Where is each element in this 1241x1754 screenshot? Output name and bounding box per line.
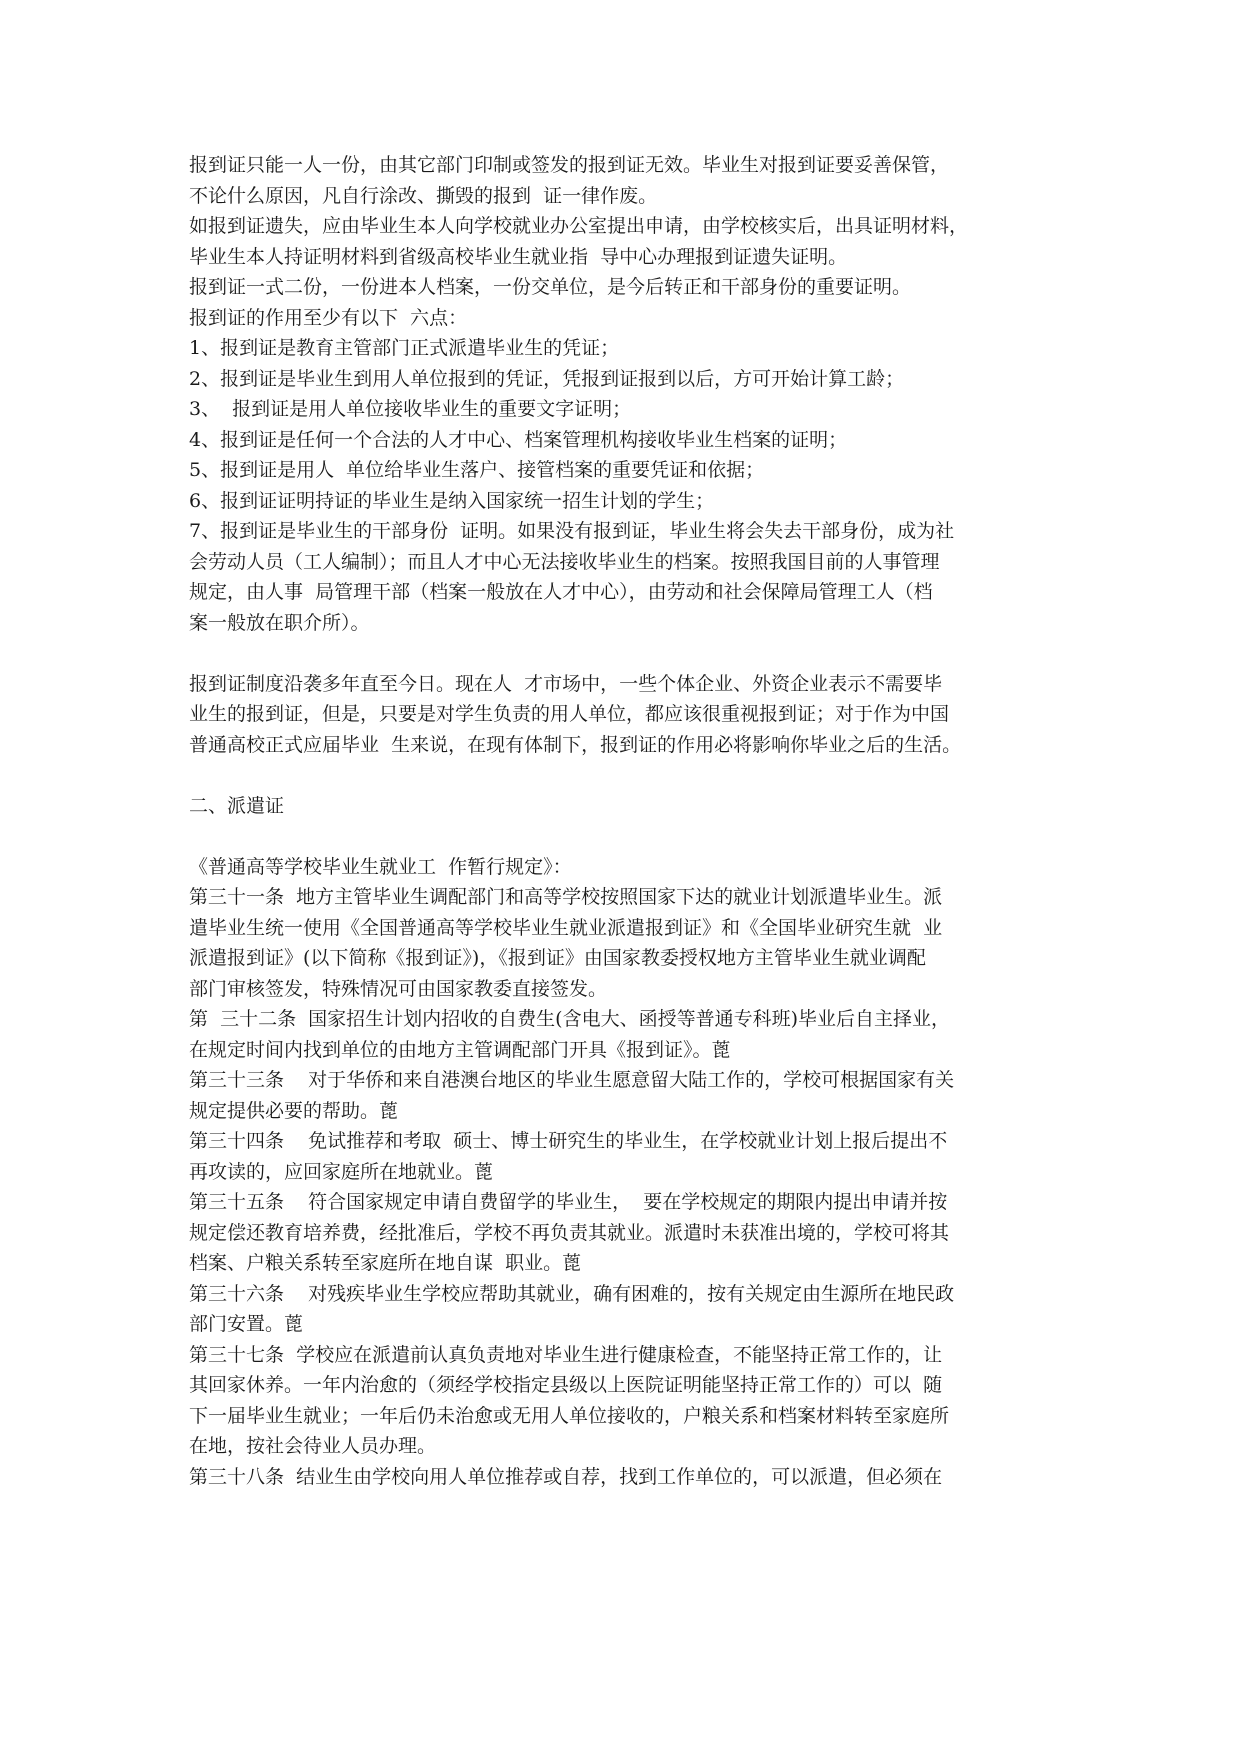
- text-line: 规定偿还教育培养费，经批准后，学校不再负责其就业。派遣时未获准出境的，学校可将其: [189, 1221, 950, 1244]
- paragraph-gap: [189, 638, 1069, 669]
- text-line: 在地，按社会待业人员办理。: [189, 1435, 437, 1457]
- text-line: 5、报到证是用人 单位给毕业生落户、接管档案的重要凭证和依据；: [189, 459, 765, 481]
- document-body: [189, 150, 1069, 1492]
- text-line: 规定提供必要的帮助。蓖: [189, 1099, 399, 1122]
- text-line: 下一届毕业生就业；一年后仍未治愈或无用人单位接收的，户粮关系和档案材料转至家庭所: [189, 1404, 950, 1427]
- text-line: 3、 报到证是用人单位接收毕业生的重要文字证明；: [189, 398, 632, 420]
- paragraph: [189, 669, 1069, 761]
- text-line: 6、报到证证明持证的毕业生是纳入国家统一招生计划的学生；: [189, 489, 715, 512]
- text-line: 其回家休养。一年内治愈的（须经学校指定县级以上医院证明能坚持正常工作的）可以 随: [189, 1374, 943, 1396]
- text-line: 第三十六条 对残疾毕业生学校应帮助其就业，确有困难的，按有关规定由生源所在地民政: [189, 1282, 955, 1305]
- text-line: 《普通高等学校毕业生就业工 作暂行规定》：: [189, 855, 572, 878]
- text-line: 遣毕业生统一使用《全国普通高等学校毕业生就业派遣报到证》和《全国毕业研究生就 业: [189, 916, 943, 939]
- text-line: 再攻读的，应回家庭所在地就业。蓖: [189, 1160, 494, 1183]
- paragraph-gap: [189, 760, 1069, 791]
- text-line: 第三十三条 对于华侨和来自港澳台地区的毕业生愿意留大陆工作的，学校可根据国家有关: [189, 1069, 955, 1091]
- text-line: 在规定时间内找到单位的由地方主管调配部门开具《报到证》。蓖: [189, 1038, 731, 1061]
- text-line: 报到证的作用至少有以下 六点：: [189, 306, 468, 329]
- text-line: 部门审核签发，特殊情况可由国家教委直接签发。: [189, 977, 608, 1000]
- paragraph: [189, 791, 1069, 822]
- text-line: 派遣报到证》(以下简称《报到证》)，《报到证》由国家教委授权地方主管毕业生就业调配: [189, 947, 926, 969]
- text-line: 会劳动人员（工人编制）；而且人才中心无法接收毕业生的档案。按照我国目前的人事管理: [189, 550, 940, 573]
- text-line: 第三十四条 免试推荐和考取 硕士、博士研究生的毕业生，在学校就业计划上报后提出不: [189, 1130, 948, 1152]
- text-line: 报到证一式二份，一份进本人档案，一份交单位，是今后转正和干部身份的重要证明。: [189, 276, 912, 298]
- text-line: 档案、户粮关系转至家庭所在地自谋 职业。蓖: [189, 1252, 582, 1274]
- text-line: 不论什么原因，凡自行涂改、撕毁的报到 证一律作废。: [189, 184, 658, 207]
- text-line: 第三十一条 地方主管毕业生调配部门和高等学校按照国家下达的就业计划派遣毕业生。派: [189, 886, 943, 908]
- paragraph: [189, 150, 1069, 638]
- text-line: 普通高校正式应届毕业 生来说，在现有体制下，报到证的作用必将影响你毕业之后的生活。: [189, 733, 962, 756]
- text-line: 业生的报到证，但是，只要是对学生负责的用人单位，都应该很重视报到证；对于作为中国: [189, 703, 950, 725]
- text-line: 2、报到证是毕业生到用人单位报到的凭证，凭报到证报到以后，方可开始计算工龄；: [189, 367, 905, 390]
- text-line: 4、报到证是任何一个合法的人才中心、档案管理机构接收毕业生档案的证明；: [189, 428, 848, 451]
- text-line: 报到证只能一人一份，由其它部门印制或签发的报到证无效。毕业生对报到证要妥善保管，: [189, 154, 950, 176]
- paragraph-gap: [189, 821, 1069, 852]
- text-line: 毕业生本人持证明材料到省级高校毕业生就业指 导中心办理报到证遗失证明。: [189, 245, 848, 268]
- text-line: 第 三十二条 国家招生计划内招收的自费生(含电大、函授等普通专科班)毕业后自主择业，: [189, 1008, 950, 1030]
- text-line: 第三十七条 学校应在派遣前认真负责地对毕业生进行健康检查，不能坚持正常工作的，让: [189, 1343, 943, 1366]
- text-line: 第三十八条 结业生由学校向用人单位推荐或自荐，找到工作单位的，可以派遣，但必须在: [189, 1465, 943, 1488]
- text-line: 部门安置。蓖: [189, 1313, 304, 1335]
- text-line: 案一般放在职介所）。: [189, 611, 370, 634]
- text-line: 第三十五条 符合国家规定申请自费留学的毕业生， 要在学校规定的期限内提出申请并按: [189, 1191, 948, 1213]
- text-line: 7、报到证是毕业生的干部身份 证明。如果没有报到证，毕业生将会失去干部身份，成为社: [189, 520, 955, 542]
- text-line: 如报到证遗失，应由毕业生本人向学校就业办公室提出申请，由学校核实后，出具证明材料，: [189, 215, 969, 237]
- text-line: 二、派遣证: [189, 794, 285, 817]
- paragraph: [189, 852, 1069, 1493]
- text-line: 报到证制度沿袭多年直至今日。现在人 才市场中，一些个体企业、外资企业表示不需要毕: [189, 672, 943, 695]
- text-line: 1、报到证是教育主管部门正式派遣毕业生的凭证；: [189, 337, 620, 359]
- text-line: 规定，由人事 局管理干部（档案一般放在人才中心），由劳动和社会保障局管理工人（档: [189, 581, 933, 603]
